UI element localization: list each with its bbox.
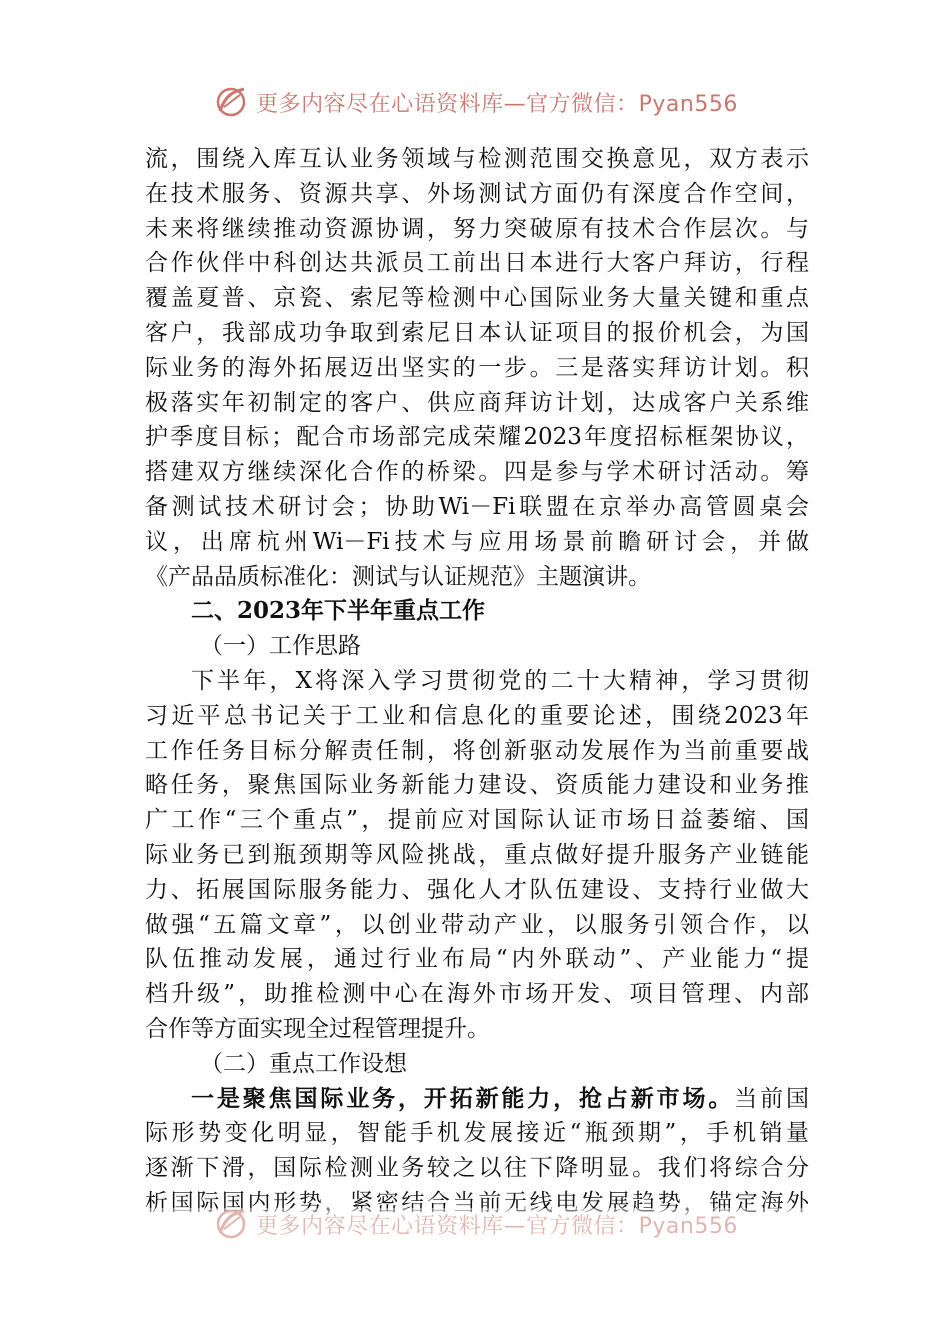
text-line: 议，出席杭州Wi－Fi技术与应用场景前瞻研讨会，并做 — [145, 528, 809, 555]
bold-lead: 一是聚焦国际业务，开拓新能力，抢占新市场。 — [191, 1084, 735, 1112]
watermark-banner-top — [0, 84, 950, 120]
watermark-text-top: 更多内容尽在心语资料库—官方微信：Pyan556 — [256, 91, 738, 117]
text-line: 流，围绕入库互认业务领域与检测范围交换意见，双方表示 — [145, 146, 809, 172]
text-line: 覆盖夏普、京瓷、索尼等检测中心国际业务大量关键和重点 — [145, 285, 809, 312]
text-line: 备测试技术研讨会；协助Wi－Fi联盟在京举办高管圆桌会 — [145, 493, 809, 520]
watermark-text-bottom: 更多内容尽在心语资料库—官方微信：Pyan556 — [256, 1213, 738, 1239]
text-line: 合作等方面实现全过程管理提升。 — [145, 1015, 490, 1042]
text-line: 际形势变化明显，智能手机发展接近“瓶颈期”，手机销量 — [145, 1120, 809, 1147]
text-line: 极落实年初制定的客户、供应商拜访计划，达成客户关系维 — [145, 389, 809, 416]
text-line: 略任务，聚焦国际业务新能力建设、资质能力建设和业务推 — [145, 772, 809, 799]
brand-logo-icon — [212, 85, 250, 119]
text-line: 工作任务目标分解责任制，将创新驱动发展作为当前重要战 — [145, 737, 809, 764]
text-line: 在技术服务、资源共享、外场测试方面仍有深度合作空间， — [145, 180, 809, 207]
text-line: 逐渐下滑，国际检测业务较之以往下降明显。我们将综合分 — [145, 1155, 809, 1182]
text-line: 广工作“三个重点”，提前应对国际认证市场日益萎缩、国 — [145, 807, 809, 834]
text-line: 队伍推动发展，通过行业布局“内外联动”、产业能力“提 — [145, 946, 809, 973]
document-body — [145, 142, 809, 1221]
text-line: 做强“五篇文章”，以创业带动产业，以服务引领合作，以 — [145, 911, 809, 938]
text-line: 搭建双方继续深化合作的桥梁。四是参与学术研讨活动。筹 — [145, 459, 809, 486]
text-line: 《产品品质标准化：测试与认证规范》主题演讲。 — [145, 563, 651, 590]
text-line: 档升级”，助推检测中心在海外市场开发、项目管理、内部 — [145, 981, 809, 1008]
text-line: 析国际国内形势，紧密结合当前无线电发展趋势，锚定海外 — [145, 1189, 809, 1216]
text-line: 客户，我部成功争取到索尼日本认证项目的报价机会，为国 — [145, 319, 809, 346]
text-line: 合作伙伴中科创达共派员工前出日本进行大客户拜访，行程 — [145, 250, 809, 277]
text-line: 下半年，X将深入学习贯彻党的二十大精神，学习贯彻 — [191, 667, 809, 694]
text-line — [145, 1082, 809, 1117]
text-line: 未来将继续推动资源协调，努力突破原有技术合作层次。与 — [145, 215, 809, 242]
text-line: 际业务的海外拓展迈出坚实的一步。三是落实拜访计划。积 — [145, 354, 809, 381]
text-line: 力、拓展国际服务能力、强化人才队伍建设、支持行业做大 — [145, 876, 809, 903]
text-line: 习近平总书记关于工业和信息化的重要论述，围绕2023年 — [145, 702, 809, 729]
lead-rest: 当前国 — [734, 1085, 810, 1112]
subsection-heading: （一）工作思路 — [200, 633, 361, 660]
text-line: 际业务已到瓶颈期等风险挑战，重点做好提升服务产业链能 — [145, 841, 809, 868]
footer-fade — [0, 1208, 950, 1238]
text-line: 护季度目标；配合市场部完成荣耀2023年度招标框架协议， — [145, 424, 809, 451]
subsection-heading: （二）重点工作设想 — [200, 1050, 407, 1077]
section-heading: 二、2023年下半年重点工作 — [191, 597, 486, 625]
